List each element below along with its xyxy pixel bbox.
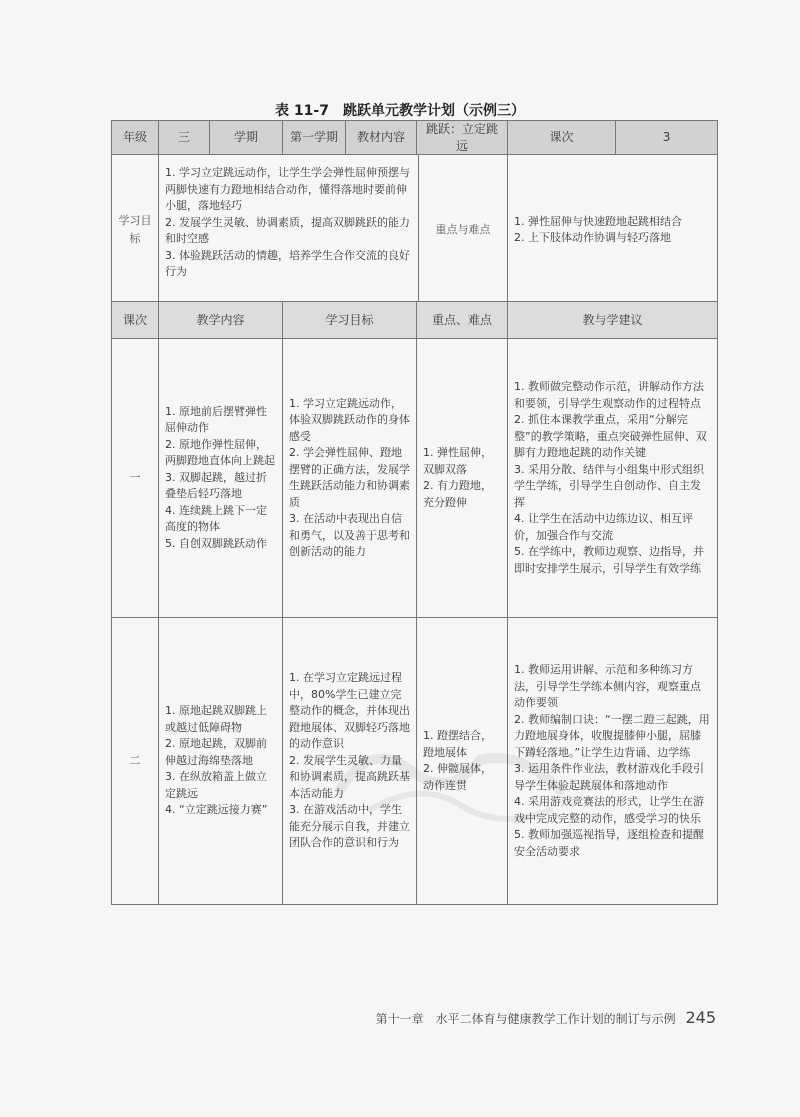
- lesson-content: [159, 339, 283, 618]
- lesson-goal-item: 1. 在学习立定跳远过程中，80%学生已建立完整动作的概念，并体现出蹬地展体、双脚轻巧落地的动作意识: [289, 671, 410, 751]
- lesson-label: 课次: [508, 121, 616, 155]
- lesson-key-points: [417, 339, 508, 618]
- advice-item: 4. 采用游戏竞赛法的形式，让学生在游戏中完成完整的动作，感受学习的快乐: [514, 795, 705, 825]
- lesson-goal-item: 2. 发展学生灵敏、力量和协调素质，提高跳跃基本活动能力: [289, 753, 410, 800]
- goals-label: 学习目标: [112, 155, 159, 302]
- lesson-goals: [283, 339, 417, 618]
- content-item: 2. 原地起跳，双脚前伸越过海绵垫落地: [165, 737, 267, 767]
- advice-item: 5. 在学练中，教师边观察、边指导，并即时安排学生展示，引导学生有效学练: [514, 545, 705, 575]
- content-label: 教材内容: [346, 121, 417, 155]
- key-point-item: 1. 弹性屈伸与快速蹬地起跳相结合: [514, 214, 683, 228]
- lesson-row: [112, 339, 718, 618]
- lesson-value: 3: [616, 121, 718, 155]
- lesson-advice: [508, 339, 718, 618]
- content-item: 1. 原地起跳双脚跳上或越过低障碍物: [165, 704, 267, 734]
- goals-row: [112, 155, 718, 302]
- lesson-goal-item: 3. 在游戏活动中，学生能充分展示自我，并建立团队合作的意识和行为: [289, 803, 410, 850]
- lesson-goals: [283, 618, 417, 905]
- lesson-number: 二: [112, 618, 159, 905]
- content-item: 2. 原地作弹性屈伸，两脚蹬地直体向上跳起: [165, 437, 275, 468]
- lesson-goal-item: 2. 学会弹性屈伸、蹬地摆臂的正确方法，发展学生跳跃活动能力和协调素质: [289, 446, 410, 509]
- content-item: 1. 原地前后摆臂弹性屈伸动作: [165, 404, 267, 435]
- lesson-key-item: 1. 弹性屈伸，双脚双落: [423, 446, 492, 476]
- teaching-plan-table: [111, 120, 718, 905]
- lesson-key-item: 1. 蹬摆结合，蹬地展体: [423, 729, 492, 759]
- advice-item: 4. 让学生在活动中边练边议、相互评价，加强合作与交流: [514, 512, 694, 542]
- term-value: 第一学期: [283, 121, 346, 155]
- advice-item: 2. 教师编制口诀：“一摆二蹬三起跳，用力蹬地展身体，收腹提膝伸小腿，屈膝下蹲轻落地。”让学生边背诵、边学练: [514, 712, 710, 759]
- advice-item: 3. 采用分散、结伴与小组集中形式组织学生学练，引导学生自创动作、自主发挥: [514, 462, 705, 509]
- page-footer: [376, 1008, 716, 1027]
- advice-item: 1. 教师运用讲解、示范和多种练习方法，引导学生学练本侧内容，观察重点动作要领: [514, 663, 702, 709]
- col-header-advice: 教与学建议: [508, 302, 718, 339]
- content-item: 5. 自创双脚跳跃动作: [165, 536, 267, 550]
- goals-list: [159, 155, 419, 302]
- goal-item: 1. 学习立定跳远动作，让学生学会弹性屈伸预摆与两脚快速有力蹬地相结合动作，懂得落地时要前伸小腿，落地轻巧: [165, 166, 410, 212]
- col-header-lesson: 课次: [112, 302, 159, 339]
- lesson-number: 一: [112, 339, 159, 618]
- page-number: 245: [685, 1008, 716, 1027]
- advice-item: 2. 抓住本课教学重点，采用“分解完整”的教学策略，重点突破弹性屈伸、双脚有力蹬地起跳的动作关键: [514, 413, 707, 459]
- lesson-key-item: 2. 有力蹬地，充分蹬伸: [423, 479, 492, 509]
- chapter-title: 第十一章 水平二体育与健康教学工作计划的制订与示例: [375, 1012, 676, 1026]
- goal-item: 2. 发展学生灵敏、协调素质，提高双脚跳跃的能力和时空感: [165, 215, 410, 245]
- goal-item: 3. 体验跳跃活动的情趣，培养学生合作交流的良好行为: [165, 248, 410, 278]
- table-title: 表 11-7 跳跃单元教学计划（示例三）: [275, 103, 525, 119]
- col-header-goals: 学习目标: [283, 302, 417, 339]
- header-row: [112, 121, 718, 155]
- col-header-key: 重点、难点: [417, 302, 508, 339]
- term-label: 学期: [210, 121, 283, 155]
- content-item: 4. “立定跳远接力赛”: [165, 803, 268, 817]
- column-header-row: [112, 302, 718, 339]
- content-item: 3. 双脚起跳，越过折叠垫后轻巧落地: [165, 470, 267, 501]
- content-item: 4. 连续跳上跳下一定高度的物体: [165, 503, 267, 534]
- advice-item: 1. 教师做完整动作示范，讲解动作方法和要领，引导学生观察动作的过程特点: [514, 380, 705, 410]
- key-points-list: [508, 155, 718, 302]
- lesson-key-points: [417, 618, 508, 905]
- grade-value: 三: [159, 121, 210, 155]
- advice-item: 3. 运用条件作业法，教材游戏化手段引导学生体验起跳展体和落地动作: [514, 762, 705, 792]
- content-value: 跳跃：立定跳远: [417, 121, 508, 155]
- key-point-item: 2. 上下肢体动作协调与轻巧落地: [514, 231, 672, 244]
- lesson-goal-item: 1. 学习立定跳远动作，体验双脚跳跃动作的身体感受: [289, 396, 410, 443]
- grade-label: 年级: [112, 121, 159, 155]
- lesson-advice: [508, 618, 718, 905]
- lesson-goal-item: 3. 在活动中表现出自信和勇气，以及善于思考和创新活动的能力: [289, 512, 410, 558]
- key-points-label: 重点与难点: [419, 155, 508, 302]
- lesson-key-item: 2. 伸髋展体，动作连贯: [423, 762, 492, 792]
- lesson-row: [112, 618, 718, 905]
- lesson-content: [159, 618, 283, 905]
- advice-item: 5. 教师加强巡视指导，逐组检查和提醒安全活动要求: [514, 828, 705, 858]
- col-header-content: 教学内容: [159, 302, 283, 339]
- content-item: 3. 在纵放箱盖上做立定跳远: [165, 770, 267, 800]
